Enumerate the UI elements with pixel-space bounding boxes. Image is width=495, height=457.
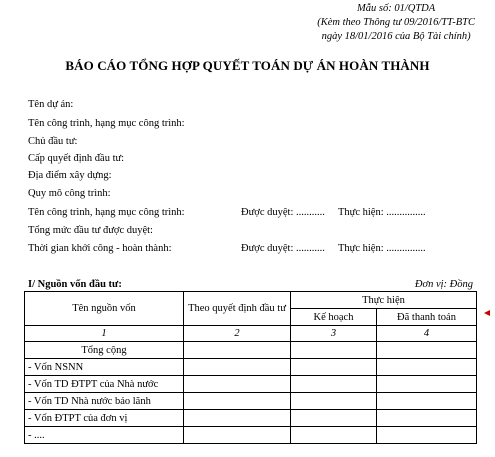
circular-date: ngày 18/01/2016 của Bộ Tài chính) <box>321 31 471 42</box>
field-investor: Chủ đầu tư: <box>28 136 78 147</box>
table-cell <box>291 376 377 393</box>
circular-reference: (Kèm theo Thông tư 09/2016/TT-BTC <box>317 17 475 28</box>
table-cell <box>184 427 291 444</box>
column-number-row <box>25 326 477 342</box>
column-number-2: 2 <box>184 326 291 342</box>
table-cell <box>291 393 377 410</box>
table-row <box>25 393 477 410</box>
table-cell <box>377 342 477 359</box>
funding-source-table <box>24 291 477 444</box>
row-label: - .... <box>25 427 184 444</box>
field-project-name: Tên dự án: <box>28 99 74 110</box>
row-label: - Vốn ĐTPT của đơn vị <box>25 410 184 427</box>
field-time-label: Thời gian khởi công - hoàn thành: <box>28 243 172 254</box>
document-title: BÁO CÁO TỔNG HỢP QUYẾT TOÁN DỰ ÁN HOÀN THÀNH <box>65 58 430 73</box>
column-number-4: 4 <box>377 326 477 342</box>
unit-label: Đơn vị: Đồng <box>414 279 473 290</box>
field-decision-level: Cấp quyết định đầu tư: <box>28 153 125 164</box>
table-row <box>25 376 477 393</box>
field-work-name-approval <box>28 207 468 218</box>
table-cell <box>184 376 291 393</box>
table-cell <box>291 427 377 444</box>
table-row <box>25 410 477 427</box>
table-cell <box>377 393 477 410</box>
row-label: - Vốn NSNN <box>25 359 184 376</box>
table-cell <box>291 359 377 376</box>
form-header-note <box>317 2 475 44</box>
field-total-investment: Tổng mức đầu tư được duyệt: <box>28 225 153 236</box>
table-cell <box>184 410 291 427</box>
table-cell <box>377 359 477 376</box>
approved-value-1: Được duyệt: ........... <box>241 207 325 218</box>
header-actual: Thực hiện <box>291 292 477 309</box>
section-title-funding: I/ Nguồn vốn đầu tư: <box>28 279 122 290</box>
actual-value-2: Thực hiện: ............... <box>338 243 426 254</box>
table-cell <box>291 342 377 359</box>
table-row <box>25 359 477 376</box>
table-cell <box>377 376 477 393</box>
table-cell <box>184 359 291 376</box>
comment-marker-icon <box>484 310 490 316</box>
table-row-total <box>25 342 477 359</box>
header-by-decision: Theo quyết định đầu tư <box>184 292 291 326</box>
field-time <box>28 243 468 254</box>
form-number: Mẫu số: 01/QTDA <box>357 3 436 14</box>
field-work-name-2-label: Tên công trình, hạng mục công trình: <box>28 207 185 218</box>
table-row <box>25 427 477 444</box>
row-label-total: Tổng cộng <box>25 342 184 359</box>
field-scale: Quy mô công trình: <box>28 188 111 199</box>
header-source-name: Tên nguồn vốn <box>25 292 184 326</box>
table-cell <box>291 410 377 427</box>
table-cell <box>377 427 477 444</box>
field-location: Địa điểm xây dựng: <box>28 170 112 181</box>
table-cell <box>184 393 291 410</box>
approved-value-2: Được duyệt: ........... <box>241 243 325 254</box>
field-work-name: Tên công trình, hạng mục công trình: <box>28 118 185 129</box>
actual-value-1: Thực hiện: ............... <box>338 207 426 218</box>
column-number-3: 3 <box>291 326 377 342</box>
column-number-1: 1 <box>25 326 184 342</box>
row-label: - Vốn TD Nhà nước bảo lãnh <box>25 393 184 410</box>
row-label: - Vốn TD ĐTPT của Nhà nước <box>25 376 184 393</box>
header-plan: Kế hoạch <box>291 309 377 326</box>
header-paid: Đã thanh toán <box>377 309 477 326</box>
table-cell <box>377 410 477 427</box>
table-cell <box>184 342 291 359</box>
